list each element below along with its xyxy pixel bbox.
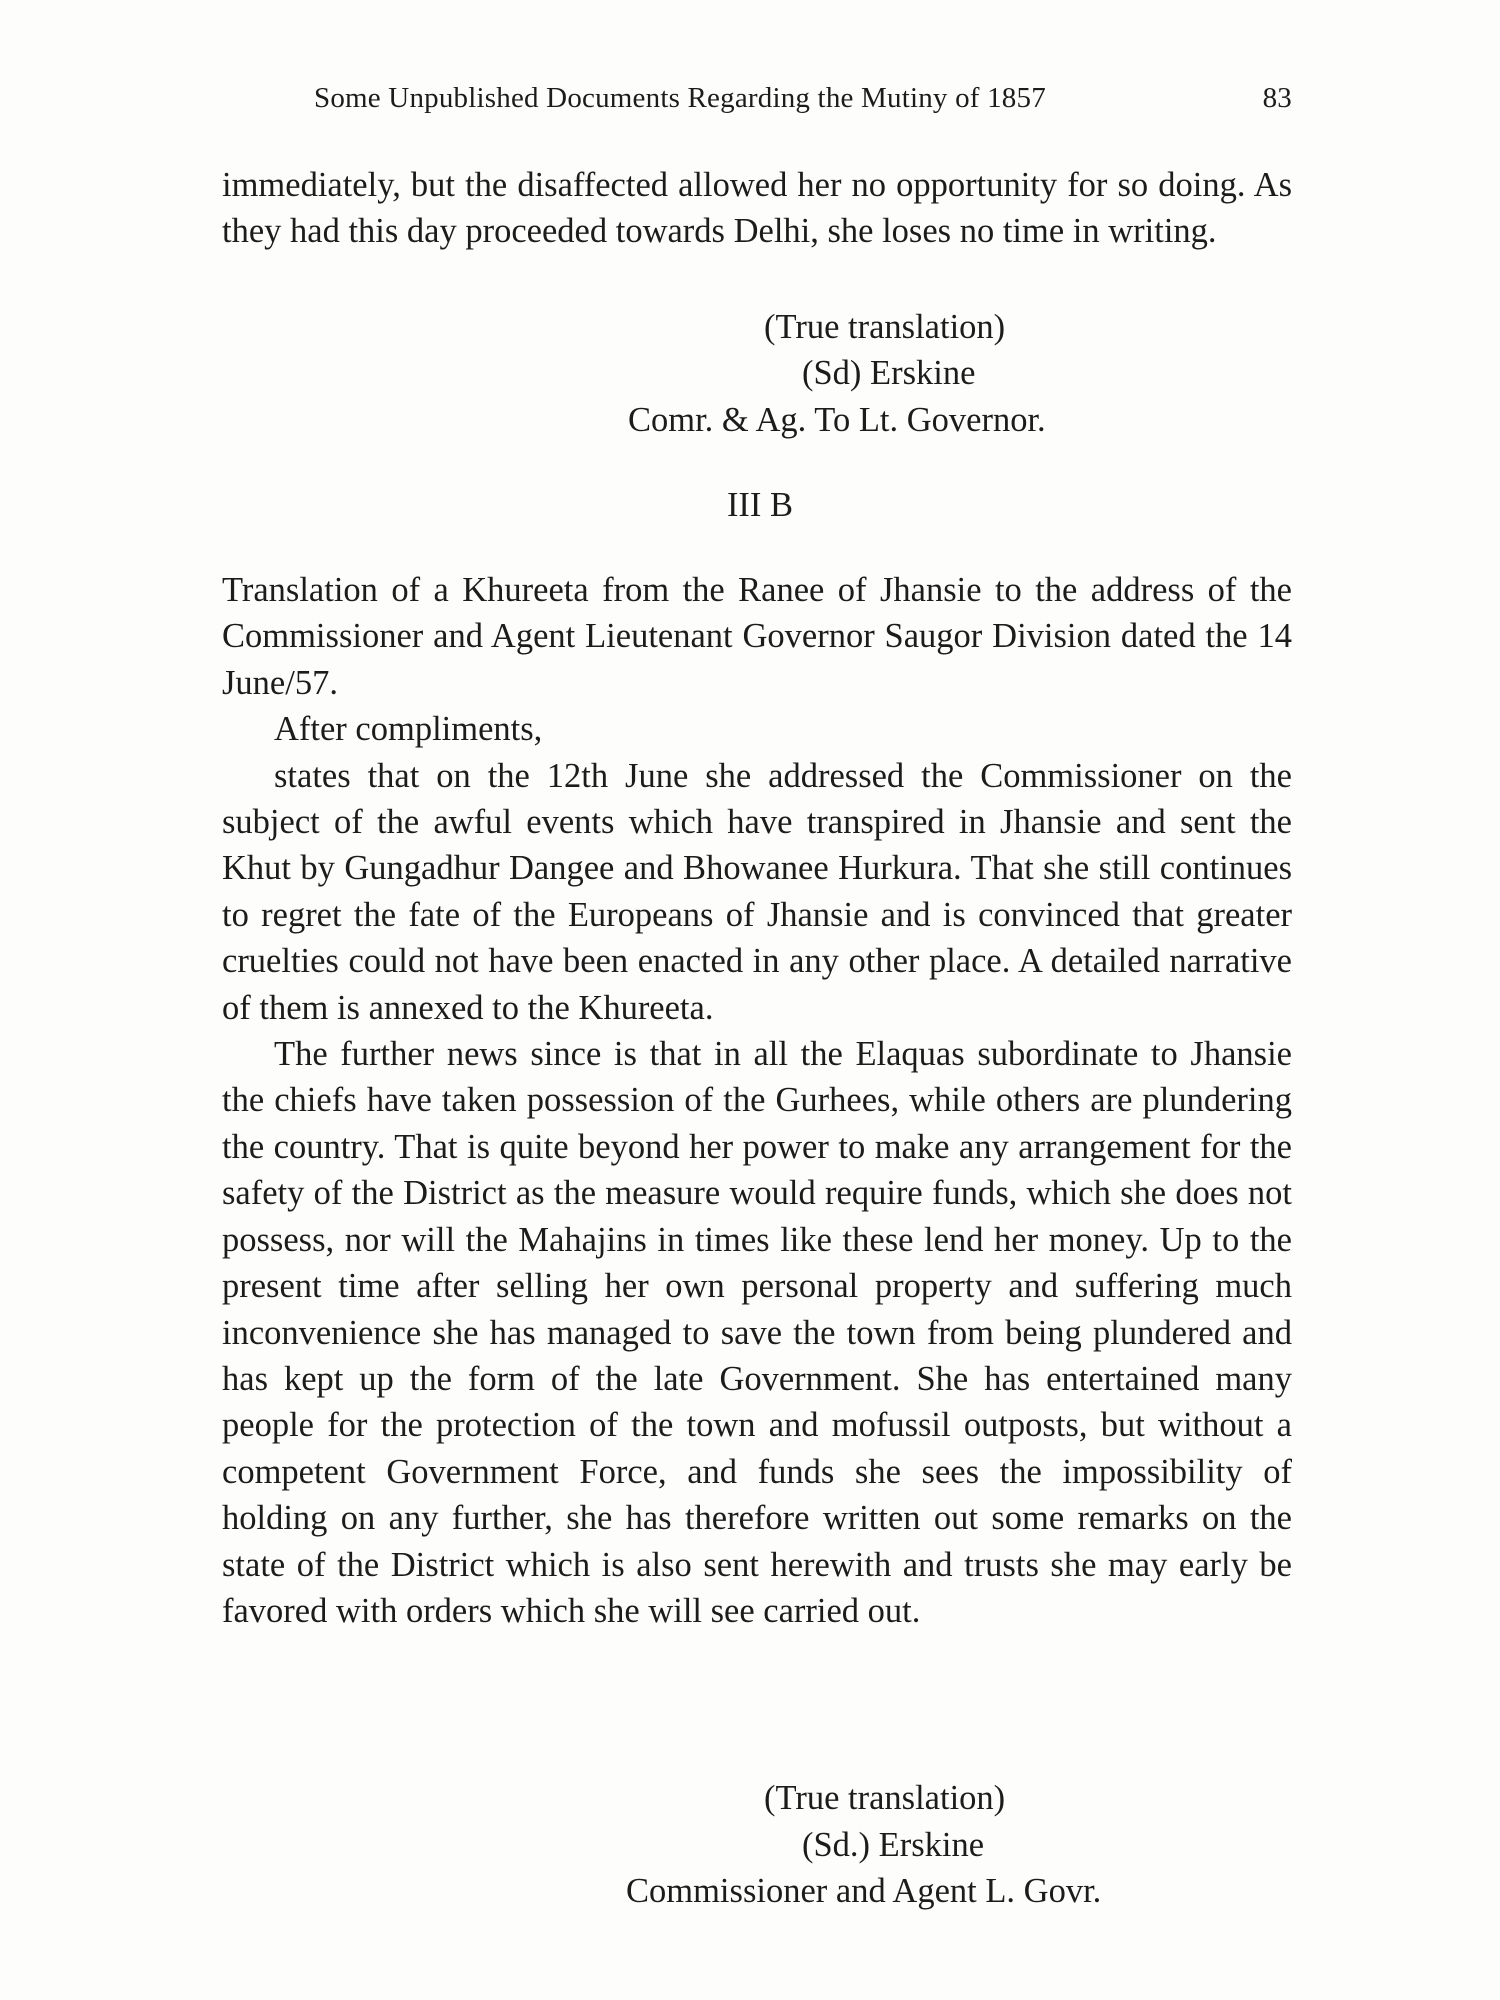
signature-2-line-2: (Sd.) Erskine xyxy=(802,1826,985,1864)
letter-intro: Translation of a Khureeta from the Ranee of Jhansie to the address of the Commissioner and Agent Lieutenant Governor Saugor Division dated the 14 June/57. xyxy=(222,571,1292,702)
section-heading: III B xyxy=(726,486,794,524)
signature-1-line-2: (Sd) Erskine xyxy=(802,354,976,392)
signature-1-line-3: Comr. & Ag. To Lt. Governor. xyxy=(628,401,1046,439)
signature-1-line-1: (True translation) xyxy=(764,308,1006,346)
letter-body xyxy=(222,567,1292,1634)
page-number: 83 xyxy=(1262,82,1292,114)
signature-2-line-3: Commissioner and Agent L. Govr. xyxy=(626,1872,1102,1910)
letter-paragraph-1: states that on the 12th June she addressed the Commissioner on the subject of the awful events which have transpired in Jhansie and sent the Khut by Gungadhur Dangee and Bhowanee Hurkura. That she still continues to regret the fate of the Europeans of Jhansie and is convinced that greater cruelties could not have been enacted in any other place. A detailed narrative of them is annexed to the Khureeta. xyxy=(222,756,1292,1027)
signature-2-line-1: (True translation) xyxy=(764,1779,1006,1817)
continuation-paragraph: immediately, but the disaffected allowed her no opportunity for so doing. As they had this day proceeded towards Delhi, she loses no time in writing. xyxy=(222,166,1292,251)
letter-paragraph-2: The further news since is that in all the Elaquas subordinate to Jhansie the chiefs have taken possession of the Gurhees, while others are plundering the country. That is quite beyond her power to make any arrangement for the safety of the District as the measure would require funds, which she does not possess, nor will the Mahajins in times like these lend her money. Up to the present time after selling her own personal property and suffering much inconvenience she has managed to save the town from being plundered and has kept up the form of the late Government. She has entertained many people for the protection of the town and mofussil outposts, but without a competent Government Force, and funds she sees the impossibility of holding on any further, she has therefore written out some remarks on the state of the District which is also sent herewith and trusts she may early be favored with orders which she will see carried out. xyxy=(222,1035,1292,1630)
running-title: Some Unpublished Documents Regarding the Mutiny of 1857 xyxy=(314,82,1046,114)
running-header xyxy=(314,82,1292,115)
letter-salutation: After compliments, xyxy=(274,710,543,749)
continuation-block xyxy=(222,162,1292,255)
